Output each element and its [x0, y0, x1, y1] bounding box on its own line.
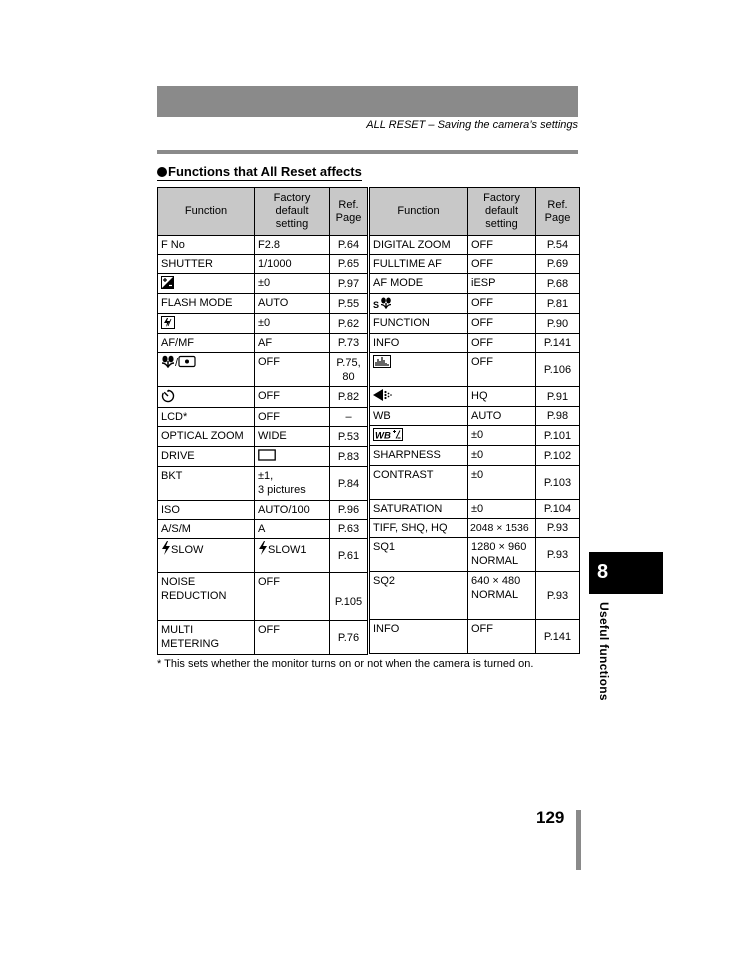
- table-row: DIGITAL ZOOM OFF P.54: [370, 236, 580, 255]
- quality-icon: [373, 389, 393, 401]
- table-row: HQ P.91: [370, 387, 580, 407]
- col-default: Factory default setting: [468, 188, 536, 236]
- flash-slow-icon: [258, 541, 268, 555]
- table-row: NOISE REDUCTION OFF P.105: [158, 573, 368, 621]
- flash-compensation-icon: [161, 316, 175, 329]
- chapter-number: 8: [597, 561, 609, 583]
- table-row: / OFF P.75, 80: [158, 353, 368, 387]
- functions-table-left: [157, 187, 368, 655]
- table-row: ±0 P.62: [158, 314, 368, 334]
- super-macro-icon: [373, 296, 393, 309]
- table-row: A/S/M A P.63: [158, 520, 368, 539]
- chapter-label: Useful functions: [597, 602, 611, 701]
- table-row: ±0 P.97: [158, 274, 368, 294]
- table-row: OFF P.106: [370, 353, 580, 387]
- table-row: BKT ±1, 3 pictures P.84: [158, 467, 368, 501]
- table-row: WB ±0 P.101: [370, 426, 580, 446]
- table-row: DRIVE P.83: [158, 447, 368, 467]
- page-number: 129: [536, 808, 565, 827]
- flash-slow-icon: [161, 541, 171, 555]
- header-rule: [157, 150, 578, 154]
- table-row: WB AUTO P.98: [370, 407, 580, 426]
- table-row: LCD* OFF –: [158, 408, 368, 427]
- col-ref: Ref. Page: [536, 188, 580, 236]
- col-function: Function: [370, 188, 468, 236]
- bullet-icon: [157, 167, 167, 177]
- table-row: FUNCTION OFF P.90: [370, 314, 580, 334]
- table-row: SLOW SLOW1 P.61: [158, 539, 368, 573]
- self-timer-icon: [161, 389, 175, 403]
- chapter-tab: [589, 552, 663, 594]
- table-row: AF/MF AF P.73: [158, 334, 368, 353]
- table-row: SQ2 640 × 480 NORMAL P.93: [370, 572, 580, 620]
- table-row: CONTRAST ±0 P.103: [370, 466, 580, 500]
- spot-icon: [178, 355, 196, 368]
- table-row: F No F2.8 P.64: [158, 236, 368, 255]
- table-row: INFO OFF P.141: [370, 334, 580, 353]
- wb-compensation-icon: [373, 428, 403, 441]
- page-number-bar: [576, 810, 581, 870]
- table-row: S OFF P.81: [370, 294, 580, 314]
- table-row: OFF P.82: [158, 387, 368, 408]
- functions-table-right: [369, 187, 580, 654]
- macro-icon: [161, 355, 175, 368]
- table-row: MULTI METERING OFF P.76: [158, 621, 368, 655]
- table-row: ISO AUTO/100 P.96: [158, 501, 368, 520]
- footnote: * This sets whether the monitor turns on or not when the camera is turned on.: [157, 658, 534, 670]
- histogram-icon: [373, 355, 391, 368]
- table-row: SHARPNESS ±0 P.102: [370, 446, 580, 466]
- svg-text:WB: WB: [375, 430, 391, 441]
- svg-text:S: S: [373, 300, 380, 309]
- table-row: FULLTIME AF OFF P.69: [370, 255, 580, 274]
- col-function: Function: [158, 188, 255, 236]
- table-row: SQ1 1280 × 960 NORMAL P.93: [370, 538, 580, 572]
- single-frame-icon: [258, 449, 276, 461]
- table-row: AF MODE iESP P.68: [370, 274, 580, 294]
- exposure-compensation-icon: [161, 276, 174, 289]
- section-title: Functions that All Reset affects: [168, 164, 362, 179]
- table-row: FLASH MODE AUTO P.55: [158, 294, 368, 314]
- table-row: SATURATION ±0 P.104: [370, 500, 580, 519]
- table-row: INFO OFF P.141: [370, 620, 580, 654]
- header-bar: [157, 86, 578, 117]
- table-row: OPTICAL ZOOM WIDE P.53: [158, 427, 368, 447]
- table-row: SHUTTER 1/1000 P.65: [158, 255, 368, 274]
- col-default: Factory default setting: [255, 188, 330, 236]
- section-heading: [157, 164, 362, 181]
- table-row: TIFF, SHQ, HQ 2048 × 1536 P.93: [370, 519, 580, 538]
- col-ref: Ref. Page: [330, 188, 368, 236]
- page-subtitle: ALL RESET – Saving the camera’s settings: [366, 119, 578, 131]
